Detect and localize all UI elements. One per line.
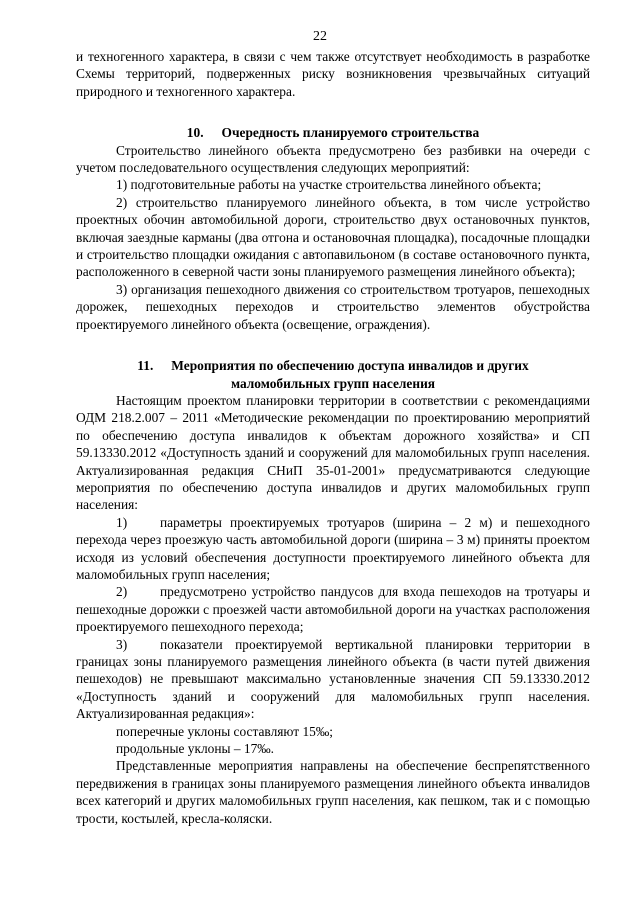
list-item-text: предусмотрено устройство пандусов для входа пешеходов на тротуары и пешеходные дорожки с проезжей части автомобильной дороги на участках расположения проектируемого пешеходного перехода; <box>76 584 590 635</box>
section-10-paragraph: 2) строительство планируемого линейного объекта, в том числе устройство проектных обочин автомобильной дороги, строительство двух остановочных пунктов, включая заездные карманы (два отгона и остановочная площадка), посадочные площадки и строительство площадки ожидания с автопавильоном (в составе остановочного пункта, расположенного в северной части зоны планируемого размещения линейного объекта); <box>76 194 590 280</box>
section-11-number: 11. <box>137 358 154 374</box>
list-item-number: 1) <box>116 514 128 530</box>
list-item-text: параметры проектируемых тротуаров (ширина – 2 м) и пешеходного перехода через проезжую часть автомобильной дороги (ширина – 3 м) приняты проектом исходя из условий обеспечения доступности проектируемого линейного объекта для маломобильных групп населения; <box>76 514 590 582</box>
section-10-paragraph: 3) организация пешеходного движения со строительством тротуаров, пешеходных дорожек, пешеходных переходов и строительство элементов обустройства проектируемого линейного объекта (освещение, ограждения). <box>76 281 590 332</box>
section-11-list-item <box>76 583 590 635</box>
section-11-heading <box>76 357 590 392</box>
section-10-title: Очередность планируемого строительства <box>221 125 480 141</box>
page-number: 22 <box>313 29 327 44</box>
slope-line: продольные уклоны – 17‰. <box>116 741 275 757</box>
section-10-paragraph: 1) подготовительные работы на участке строительства линейного объекта; <box>116 177 542 193</box>
section-10-heading <box>76 124 590 141</box>
section-11-intro: Настоящим проектом планировки территории в соответствии с рекомендациями ОДМ 218.2.007 – 2011 «Методические рекомендации по проектированию мероприятий по обеспечению доступа инвалидов к объектам дорожного хозяйства» и СП 59.13330.2012 «Доступность зданий и сооружений для маломобильных групп населения. Актуализированная редакция СНиП 35-01-2001» предусматриваются следующие мероприятия по обеспечению доступа инвалидов и других маломобильных групп населения: <box>76 392 590 513</box>
list-item-number: 2) <box>116 584 128 600</box>
list-item-number: 3) <box>116 636 128 652</box>
section-11-conclusion: Представленные мероприятия направлены на обеспечение беспрепятственного передвижения в границах зоны планируемого размещения линейного объекта инвалидов всех категорий и других маломобильных групп населения, как пешком, так и с помощью трости, костылей, кресла-коляски. <box>76 758 590 826</box>
section-11-list-item <box>76 636 590 723</box>
intro-paragraph: и техногенного характера, в связи с чем также отсутствует необходимость в разработке Схемы территорий, подверженных риску возникновения чрезвычайных ситуаций природного и техногенного характера. <box>76 49 590 99</box>
section-10-number: 10. <box>186 125 204 141</box>
section-11-title: Мероприятия по обеспечению доступа инвалидов и других маломобильных групп населения <box>171 358 529 391</box>
section-10-paragraph: Строительство линейного объекта предусмотрено без разбивки на очереди с учетом последовательного осуществления следующих мероприятий: <box>76 142 590 176</box>
document-body <box>76 48 590 827</box>
list-item-text: показатели проектируемой вертикальной планировки территории в границах зоны планируемого размещения линейного объекта (в части путей движения пешеходов) не превышают максимально установленные значения СП 59.13330.2012 «Доступность зданий и сооружений для маломобильных групп населения. Актуализированная редакция»: <box>76 636 590 722</box>
slope-line: поперечные уклоны составляют 15‰; <box>116 723 333 739</box>
section-11-list-item <box>76 514 590 584</box>
